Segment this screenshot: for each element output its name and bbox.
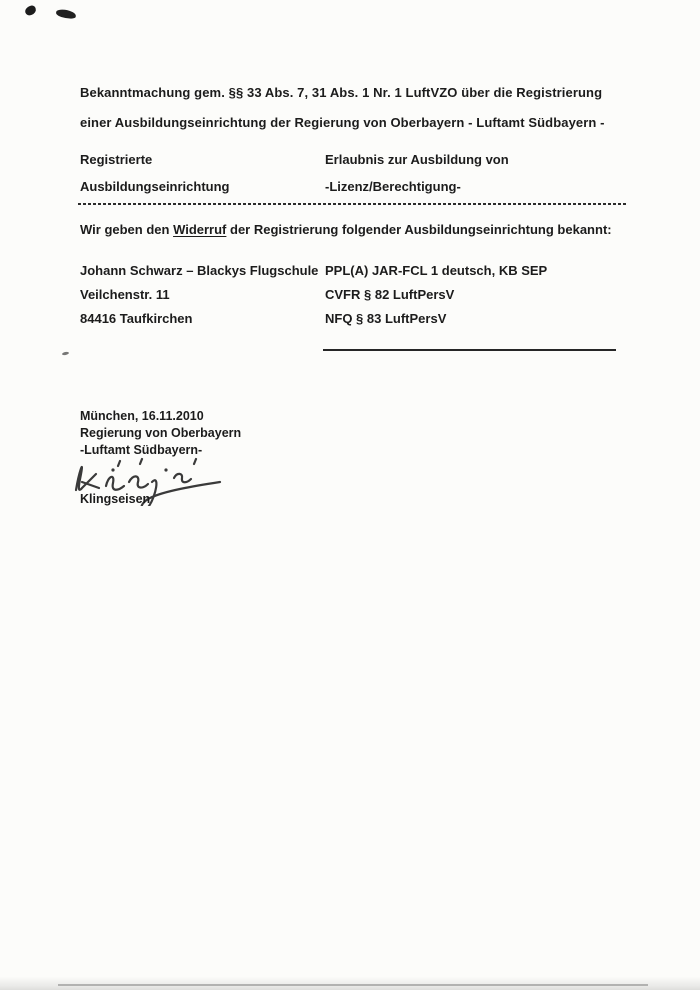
dashed-divider: [78, 203, 627, 205]
scan-bottom-shadow: [0, 976, 700, 990]
left-header-line-2: Ausbildungseinrichtung: [80, 179, 230, 194]
announcement-suffix: der Registrierung folgender Ausbildungseinrichtung bekannt:: [226, 222, 612, 237]
document-title: [80, 78, 625, 138]
license-line-3: NFQ § 83 LuftPersV: [325, 311, 447, 326]
scan-artifact: [62, 351, 69, 355]
school-street: Veilchenstr. 11: [80, 287, 170, 302]
announcement-prefix: Wir geben den: [80, 222, 174, 237]
document-title-line-1: Bekanntmachung gem. §§ 33 Abs. 7, 31 Abs. 1 Nr. 1 LuftVZO über die Registrierung: [80, 85, 603, 100]
license-line-1: PPL(A) JAR-FCL 1 deutsch, KB SEP: [325, 263, 548, 278]
place-date: München, 16.11.2010: [80, 409, 204, 423]
school-name: Johann Schwarz – Blackys Flugschule: [80, 263, 319, 278]
right-header-line-2: -Lizenz/Berechtigung-: [325, 179, 461, 194]
horizontal-rule: [323, 349, 616, 351]
licenses-block: [325, 259, 547, 331]
column-header-right: [325, 146, 509, 200]
scan-artifact: [24, 5, 37, 17]
left-header-line-1: Registrierte: [80, 152, 153, 167]
license-line-2: CVFR § 82 LuftPersV: [325, 287, 455, 302]
school-city: 84416 Taufkirchen: [80, 311, 193, 326]
announcement-emphasis: Widerruf: [173, 222, 227, 237]
school-address-block: [80, 259, 318, 331]
right-header-line-1: Erlaubnis zur Ausbildung von: [325, 152, 509, 167]
authority-line-2: -Luftamt Südbayern-: [80, 443, 203, 457]
document-title-line-2: einer Ausbildungseinrichtung der Regierung von Oberbayern - Luftamt Südbayern -: [80, 115, 605, 130]
announcement-sentence: [80, 221, 640, 239]
signer-name: Klingseisen: [80, 492, 151, 506]
authority-line-1: Regierung von Oberbayern: [80, 426, 242, 440]
scan-bottom-edge: [58, 984, 648, 986]
column-header-left: [80, 146, 230, 200]
scan-artifact: [56, 9, 77, 20]
